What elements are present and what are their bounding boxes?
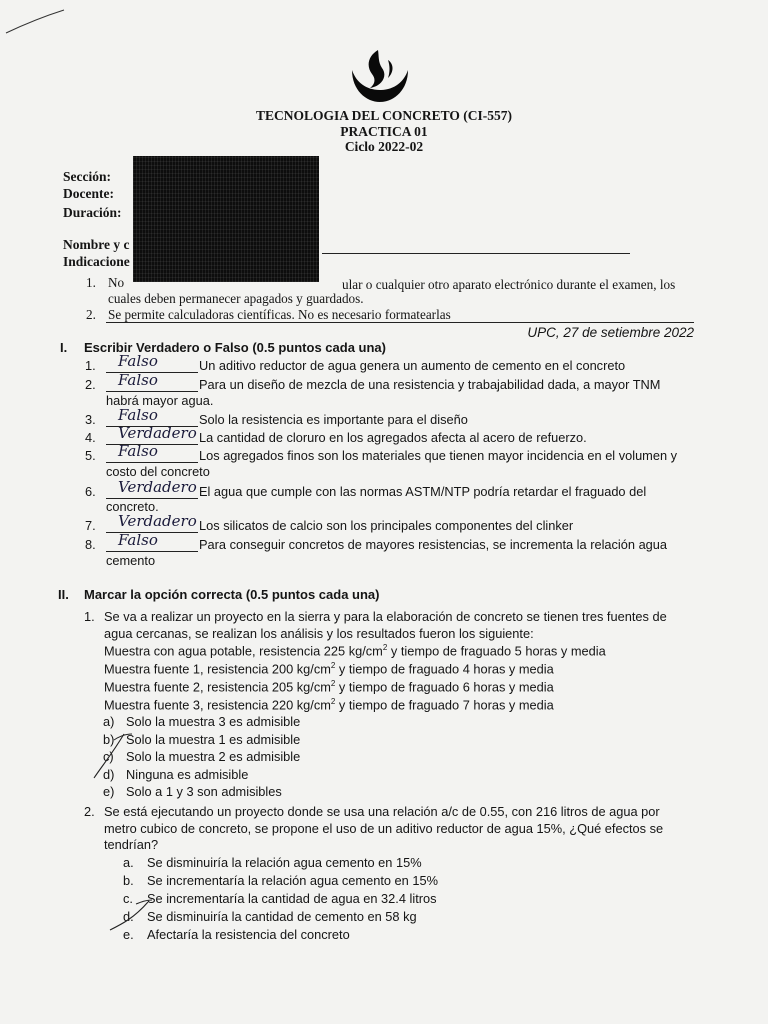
statement-text: Solo la resistencia es importante para el diseño xyxy=(199,412,468,427)
exam-subtitle: PRACTICA 01 xyxy=(340,124,428,139)
option-letter: c. xyxy=(123,891,133,906)
question-1-number: 1. xyxy=(84,609,95,624)
indicaciones-rule xyxy=(106,322,694,323)
question-1-line-1: Se va a realizar un proyecto en la sierra y para la elaboración de concreto se tienen tres fuentes de xyxy=(104,609,667,624)
indicacion-2-number: 2. xyxy=(86,307,96,322)
option-text: Se disminuiría la cantidad de cemento en 58 kg xyxy=(147,909,417,924)
statement-text: Un aditivo reductor de agua genera un aumento de cemento en el concreto xyxy=(199,358,626,373)
question-2-line-1: Se está ejecutando un proyecto donde se usa una relación a/c de 0.55, con 216 litros de agua por xyxy=(104,804,660,819)
statement-continuation: concreto. xyxy=(106,499,159,514)
indicacion-1-text: ular o cualquier otro aparato electrónico durante el examen, los xyxy=(342,277,676,292)
handwritten-answer: Falso xyxy=(118,531,158,549)
option-text: Se incrementaría la relación agua cemento en 15% xyxy=(147,873,438,888)
item-number: 8. xyxy=(85,537,96,552)
section-1-title: Escribir Verdadero o Falso (0.5 puntos cada una) xyxy=(84,340,386,355)
option-letter: e) xyxy=(103,784,115,799)
statement-text: La cantidad de cloruro en los agregados afecta al acero de refuerzo. xyxy=(199,430,587,445)
statement-continuation: cemento xyxy=(106,553,156,568)
university-logo-icon xyxy=(348,48,412,104)
indicacion-1-continuation: cuales deben permanecer apagados y guardados. xyxy=(108,291,364,306)
indicacion-2-text: Se permite calculadoras científicas. No es necesario formatearlas xyxy=(108,307,451,322)
statement-text: Para conseguir concretos de mayores resistencias, se incrementa la relación agua xyxy=(199,537,668,552)
sample-line: Muestra fuente 3, resistencia 220 $kg/cm^2$ y tiempo de fraguado 7 horas y media xyxy=(104,697,554,713)
handwritten-answer: Falso xyxy=(118,352,158,370)
option-letter: d) xyxy=(103,767,115,782)
item-number: 5. xyxy=(85,448,96,463)
sample-line: Muestra fuente 2, resistencia 205 $kg/cm^2$ y tiempo de fraguado 6 horas y media xyxy=(104,679,554,695)
exam-title: TECNOLOGIA DEL CONCRETO (CI-557) xyxy=(256,108,512,123)
seccion-label: Sección: xyxy=(63,169,111,184)
handwritten-answer: Falso xyxy=(118,442,158,460)
item-number: 3. xyxy=(85,412,96,427)
option-letter: a. xyxy=(123,855,134,870)
item-number: 6. xyxy=(85,484,96,499)
nombre-label: Nombre y c xyxy=(63,237,130,252)
option-text: Se disminuiría la relación agua cemento en 15% xyxy=(147,855,422,870)
question-1-line-2: agua cercanas, se realizan los análisis y los resultados fueron los siguiente: xyxy=(104,626,534,641)
option-letter: a) xyxy=(103,714,115,729)
option-text: Ninguna es admisible xyxy=(126,767,249,782)
exam-date: UPC, 27 de setiembre 2022 xyxy=(527,325,694,340)
statement-continuation: costo del concreto xyxy=(106,464,210,479)
option-text: Solo la muestra 1 es admisible xyxy=(126,732,301,747)
question-2-number: 2. xyxy=(84,804,95,819)
statement-text: El agua que cumple con las normas ASTM/NTP podría retardar el fraguado del xyxy=(199,484,647,499)
handwritten-answer: Verdadero xyxy=(118,512,197,530)
exam-cycle: Ciclo 2022-02 xyxy=(344,139,424,154)
option-text: Solo a 1 y 3 son admisibles xyxy=(126,784,282,799)
question-2-line-3: tendrían? xyxy=(104,837,159,852)
handwritten-answer: Falso xyxy=(118,371,158,389)
handwritten-answer: Falso xyxy=(118,406,158,424)
option-text: Se incrementaría la cantidad de agua en 32.4 litros xyxy=(147,891,437,906)
handwritten-answer: Verdadero xyxy=(118,478,197,496)
item-number: 7. xyxy=(85,518,96,533)
duracion-label: Duración: xyxy=(63,205,122,220)
option-text: Afectaría la resistencia del concreto xyxy=(147,927,350,942)
name-underline xyxy=(322,253,630,254)
section-1-number: I. xyxy=(60,340,68,355)
question-2-line-2: metro cubico de concreto, se propone el uso de un aditivo reductor de agua 15%, ¿Qué efectos se xyxy=(104,821,664,836)
statement-continuation: habrá mayor agua. xyxy=(106,393,214,408)
pen-stroke-mark xyxy=(0,0,80,40)
sample-line: Muestra fuente 1, resistencia 200 $kg/cm^2$ y tiempo de fraguado 4 horas y media xyxy=(104,661,554,677)
answer-blank xyxy=(106,462,198,463)
option-letter: d. xyxy=(123,909,134,924)
redacted-block xyxy=(133,156,319,282)
option-text: Solo la muestra 2 es admisible xyxy=(126,749,301,764)
statement-text: Los agregados finos son los materiales que tienen mayor incidencia en el volumen y xyxy=(199,448,678,463)
item-number: 2. xyxy=(85,377,96,392)
answer-checkmark xyxy=(90,728,140,783)
section-2-number: II. xyxy=(58,587,69,602)
answer-blank xyxy=(106,391,198,392)
item-number: 1. xyxy=(85,358,96,373)
indicaciones-label: Indicacione xyxy=(63,254,130,269)
statement-text: Los silicatos de calcio son los principales componentes del clinker xyxy=(199,518,574,533)
indicacion-1-start: No xyxy=(108,275,125,290)
indicacion-1-number: 1. xyxy=(86,275,96,290)
option-text: Solo la muestra 3 es admisible xyxy=(126,714,301,729)
option-letter: b) xyxy=(103,732,115,747)
answer-checkmark xyxy=(108,898,156,934)
option-letter: e. xyxy=(123,927,134,942)
answer-blank xyxy=(106,551,198,552)
section-2-title: Marcar la opción correcta (0.5 puntos cada una) xyxy=(84,587,380,602)
docente-label: Docente: xyxy=(63,186,114,201)
statement-text: Para un diseño de mezcla de una resistencia y trabajabilidad dada, a mayor TNM xyxy=(199,377,661,392)
item-number: 4. xyxy=(85,430,96,445)
option-letter: c) xyxy=(103,749,114,764)
handwritten-answer: Verdadero xyxy=(118,424,197,442)
sample-line: Muestra con agua potable, resistencia 225 $kg/cm^2$ y tiempo de fraguado 5 horas y media xyxy=(104,643,606,659)
option-letter: b. xyxy=(123,873,134,888)
